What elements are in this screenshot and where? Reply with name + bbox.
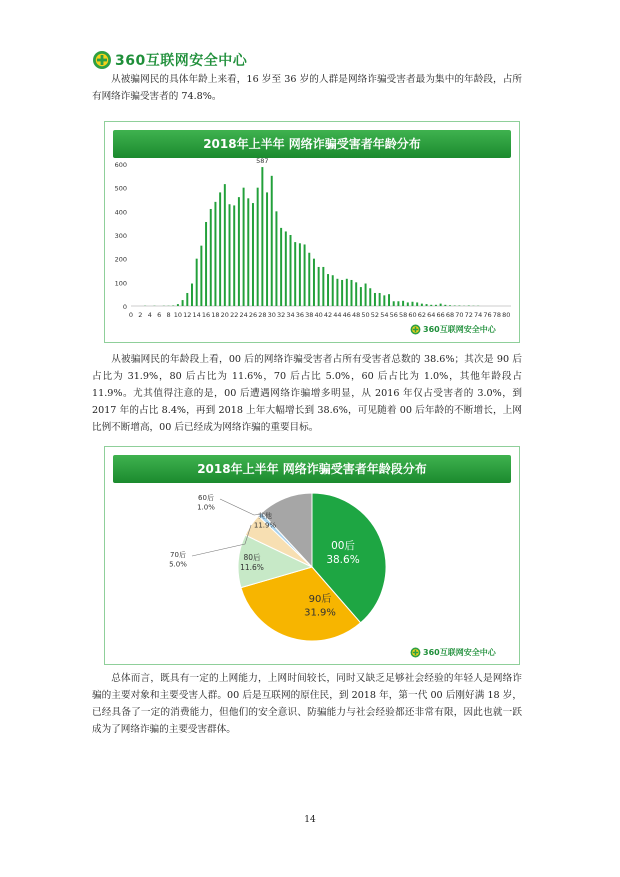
bar bbox=[219, 192, 221, 306]
x-tick-label: 48 bbox=[352, 311, 361, 319]
pie-chart-brand-text: 360互联网安全中心 bbox=[423, 648, 496, 657]
bar bbox=[421, 304, 423, 306]
pie-slice-value: 1.0% bbox=[197, 503, 215, 512]
x-tick-label: 34 bbox=[286, 311, 295, 319]
x-tick-label: 74 bbox=[474, 311, 483, 319]
x-tick-label: 20 bbox=[220, 311, 229, 319]
pie-slice-value: 11.6% bbox=[240, 563, 264, 573]
bar bbox=[388, 294, 390, 306]
x-tick-label: 56 bbox=[389, 311, 398, 319]
bar bbox=[449, 305, 451, 306]
bar bbox=[411, 302, 413, 306]
bar bbox=[435, 305, 437, 306]
pie-slice-value: 38.6% bbox=[326, 554, 360, 567]
peak-data-label: 587 bbox=[256, 157, 269, 166]
x-tick-label: 60 bbox=[408, 311, 417, 319]
x-tick-label: 30 bbox=[267, 311, 276, 319]
x-tick-label: 38 bbox=[305, 311, 314, 319]
pie-slice-value: 31.9% bbox=[304, 607, 336, 619]
pie-slice-label: 70后 bbox=[170, 551, 186, 559]
bar bbox=[257, 188, 259, 306]
x-tick-label: 26 bbox=[248, 311, 258, 319]
bar bbox=[271, 176, 273, 306]
x-tick-label: 76 bbox=[483, 311, 492, 319]
shield-logo-icon bbox=[410, 324, 421, 335]
x-tick-label: 40 bbox=[314, 311, 323, 319]
x-tick-label: 4 bbox=[147, 311, 152, 319]
x-tick-label: 14 bbox=[192, 311, 201, 319]
bar bbox=[322, 267, 324, 306]
bar bbox=[196, 259, 198, 306]
x-tick-label: 46 bbox=[342, 311, 351, 319]
paragraph-age-groups-text: 从被骗网民的年龄段上看，00 后的网络诈骗受害者占所有受害者总数的 38.6%；其次是 90 后占比为 31.9%，80 后占比为 11.6%，70 后占比 5.0%，60 后占比为 1.0%，其他年龄段占 11.9%。尤其值得注意的是，00 后遭遇网络诈骗增多明显，从 2016 年仅占受害者的 3.0%，到 2017 年的占比 8.4%，再到 2018 上年大幅增长到 38.6%，可见随着 00 后年龄的不断增长，上网比例不断增高，00 后已经成为网络诈骗的重要目标。 bbox=[92, 354, 522, 433]
brand-name: 360互联网安全中心 bbox=[115, 53, 248, 69]
bar bbox=[275, 211, 277, 306]
bar bbox=[233, 205, 235, 306]
bar bbox=[299, 243, 301, 306]
bar bbox=[182, 300, 184, 306]
bar bbox=[444, 305, 446, 306]
x-tick-label: 70 bbox=[455, 311, 464, 319]
bar bbox=[397, 301, 399, 306]
bar bbox=[327, 274, 329, 306]
chart-title: 2018年上半年 网络诈骗受害者年龄分布 bbox=[113, 130, 511, 158]
bar bbox=[426, 304, 428, 306]
bar bbox=[294, 242, 296, 306]
pie-slice-label: 其他 bbox=[258, 512, 272, 520]
x-tick-label: 62 bbox=[417, 311, 427, 319]
bar bbox=[332, 275, 334, 306]
x-tick-label: 28 bbox=[258, 311, 267, 319]
x-tick-label: 58 bbox=[398, 311, 408, 319]
bar bbox=[379, 293, 381, 306]
bar bbox=[374, 293, 376, 306]
bar-chart-svg bbox=[105, 122, 519, 342]
y-tick-label: 500 bbox=[114, 184, 127, 193]
bar bbox=[252, 203, 254, 306]
pie-chart-title: 2018年上半年 网络诈骗受害者年龄段分布 bbox=[113, 455, 511, 483]
shield-logo-icon bbox=[410, 647, 421, 658]
x-tick-label: 80 bbox=[502, 311, 511, 319]
bar bbox=[430, 305, 432, 306]
pie-slice-label: 00后 bbox=[331, 540, 355, 552]
bar bbox=[346, 279, 348, 306]
bar bbox=[318, 267, 320, 306]
page-header bbox=[92, 50, 247, 70]
bar bbox=[440, 304, 442, 306]
pie-slice-label: 90后 bbox=[308, 594, 332, 605]
bar bbox=[290, 235, 292, 306]
pie-slice-label: 60后 bbox=[198, 494, 214, 502]
bar bbox=[407, 302, 409, 306]
x-tick-label: 32 bbox=[276, 311, 286, 319]
x-tick-label: 72 bbox=[464, 311, 473, 319]
bar bbox=[360, 287, 362, 306]
bar bbox=[261, 167, 263, 306]
bar bbox=[365, 284, 367, 306]
bar bbox=[177, 304, 179, 306]
x-tick-label: 44 bbox=[333, 311, 342, 319]
bar bbox=[383, 295, 385, 306]
x-tick-label: 2 bbox=[138, 311, 143, 319]
bar bbox=[243, 188, 245, 306]
pie-slice-value: 5.0% bbox=[169, 560, 187, 569]
bar bbox=[304, 244, 306, 306]
y-tick-label: 200 bbox=[114, 255, 127, 264]
bar bbox=[214, 202, 216, 306]
pie-chart-svg bbox=[105, 447, 519, 664]
y-tick-label: 100 bbox=[114, 279, 127, 288]
x-tick-label: 16 bbox=[201, 311, 211, 319]
y-tick-label: 300 bbox=[114, 232, 127, 240]
bar bbox=[416, 302, 418, 306]
x-tick-label: 0 bbox=[128, 311, 134, 319]
bar bbox=[341, 280, 343, 306]
x-tick-label: 18 bbox=[211, 311, 220, 319]
bar bbox=[247, 198, 249, 306]
bar bbox=[238, 197, 240, 306]
leader-line bbox=[220, 499, 260, 515]
bar bbox=[308, 253, 310, 306]
y-tick-label: 400 bbox=[114, 208, 127, 217]
x-tick-label: 10 bbox=[173, 311, 183, 319]
pie-chart-brand bbox=[410, 647, 496, 658]
bar bbox=[229, 204, 231, 306]
x-tick-label: 54 bbox=[380, 311, 389, 319]
paragraph-conclusion bbox=[92, 670, 522, 738]
bar bbox=[351, 280, 353, 306]
bar bbox=[224, 184, 226, 306]
bar bbox=[280, 228, 282, 306]
paragraph-intro-text: 从被骗网民的具体年龄上来看，16 岁至 36 岁的人群是网络诈骗受害者最为集中的年龄段，占所有网络诈骗受害者的 74.8%。 bbox=[92, 74, 522, 102]
shield-logo-icon bbox=[92, 50, 112, 70]
page-number: 14 bbox=[304, 815, 316, 825]
x-tick-label: 24 bbox=[239, 311, 248, 319]
x-tick-label: 42 bbox=[323, 311, 333, 319]
x-tick-label: 12 bbox=[183, 311, 192, 319]
bar bbox=[355, 282, 357, 306]
x-tick-label: 78 bbox=[492, 311, 502, 319]
paragraph-conclusion-text: 总体而言，既具有一定的上网能力，上网时间较长，同时又缺乏足够社会经验的年轻人是网络诈骗的主要对象和主要受害人群。00 后是互联网的原住民，到 2018 年，第一代 00 后刚好满 18 岁，已经具备了一定的消费能力，但他们的安全意识、防骗能力与社会经验都还非常有限，因此也就一跃成为了网络诈骗的主要受害群体。 bbox=[92, 673, 522, 735]
chart-brand bbox=[410, 324, 496, 335]
x-tick-label: 66 bbox=[436, 311, 445, 319]
bar bbox=[210, 209, 212, 306]
x-tick-label: 36 bbox=[295, 311, 305, 319]
x-tick-label: 52 bbox=[370, 311, 380, 319]
bar bbox=[369, 288, 371, 306]
bar bbox=[200, 246, 202, 306]
age-distribution-chart bbox=[104, 121, 520, 343]
y-tick-label: 600 bbox=[114, 161, 127, 169]
y-tick-label: 0 bbox=[122, 303, 127, 311]
bar bbox=[313, 259, 315, 306]
bar bbox=[336, 279, 338, 306]
paragraph-intro bbox=[92, 71, 522, 105]
age-group-pie-chart bbox=[104, 446, 520, 665]
bar bbox=[393, 301, 395, 306]
chart-brand-text: 360互联网安全中心 bbox=[423, 325, 496, 334]
x-tick-label: 8 bbox=[166, 311, 171, 319]
bar bbox=[205, 222, 207, 306]
x-tick-label: 50 bbox=[361, 311, 370, 319]
bar bbox=[285, 231, 287, 306]
bar bbox=[186, 293, 188, 306]
x-tick-label: 68 bbox=[445, 311, 455, 319]
x-tick-label: 6 bbox=[157, 311, 162, 319]
bar bbox=[402, 301, 404, 306]
bar bbox=[266, 192, 268, 306]
x-tick-label: 22 bbox=[230, 311, 239, 319]
pie-slice-value: 11.9% bbox=[253, 521, 277, 530]
x-tick-label: 64 bbox=[427, 311, 436, 319]
bar bbox=[191, 284, 193, 306]
pie-slice-label: 80后 bbox=[243, 553, 261, 562]
paragraph-age-groups bbox=[92, 351, 522, 436]
